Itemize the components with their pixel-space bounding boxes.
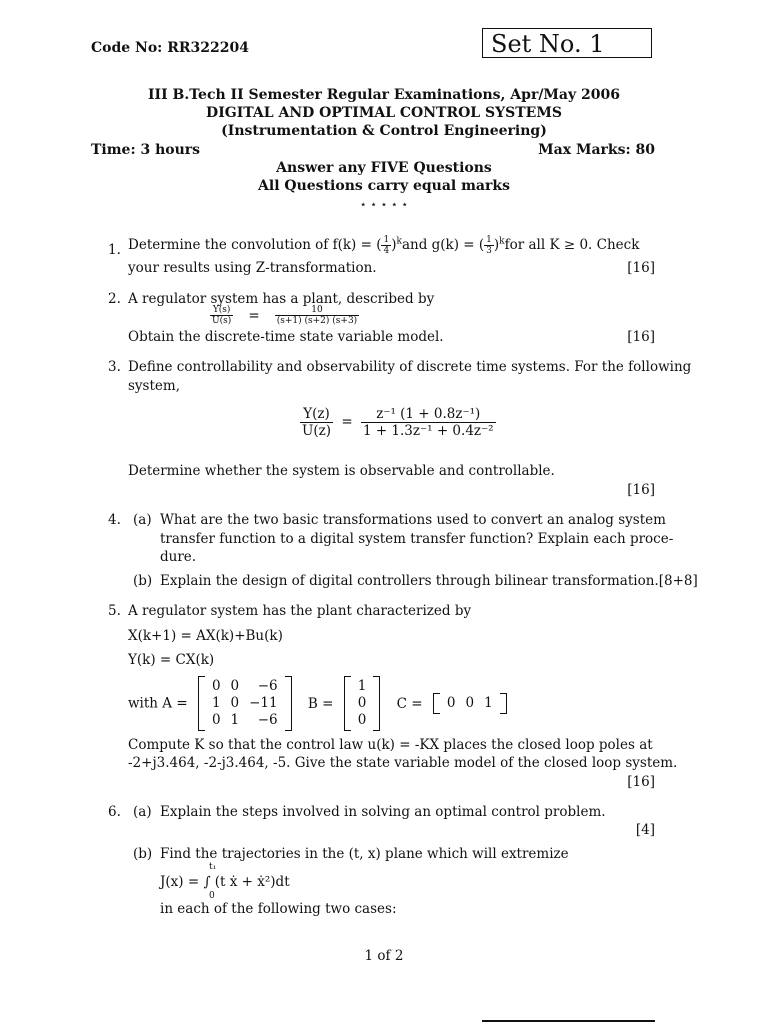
q5-number: 5. xyxy=(108,603,121,619)
q5-line3: -2+j3.464, -2-j3.464, -5. Give the state variable model of the closed loop system. xyxy=(128,755,678,771)
matrix-a-cell: −6 xyxy=(257,678,278,694)
q1-marks: [16] xyxy=(627,260,655,276)
matrix-a-cell: 0 xyxy=(230,695,240,711)
q3-transfer-function xyxy=(300,406,496,439)
matrix-c-cell: 0 xyxy=(465,695,475,711)
set-number-box: Set No. 1 xyxy=(482,28,652,58)
q5-output-eq: Y(k) = CX(k) xyxy=(128,652,215,668)
q1-number: 1. xyxy=(108,242,121,258)
matrix-a-cell: 1 xyxy=(211,695,221,711)
max-marks-label: Max Marks: 80 xyxy=(538,142,655,158)
q2-rhs-frac: $\frac{10}{(s+1) (s+2) (s+3)}$ xyxy=(276,305,358,326)
q1-sup1: k xyxy=(396,236,402,247)
q6-number: 6. xyxy=(108,804,121,820)
q3-line2: system, xyxy=(128,378,180,394)
q5-marks: [16] xyxy=(627,774,655,790)
q1-frac1: $\frac{1}{4}$ xyxy=(383,235,390,256)
instruction-five: Answer any FIVE Questions xyxy=(276,160,492,176)
q5-matrices xyxy=(128,676,507,731)
q1-frac2: $\frac{1}{3}$ xyxy=(486,235,492,256)
q3-line1: Define controllability and observability of discrete time systems. For the following xyxy=(128,359,692,375)
q5-with-a-label: with A = xyxy=(128,695,188,712)
q3-marks: [16] xyxy=(627,482,655,498)
matrix-b-cell: 1 xyxy=(357,678,367,694)
matrix-a-cell: 0 xyxy=(230,678,240,694)
matrix-b-cell: 0 xyxy=(357,712,367,728)
q1-text-b: ) xyxy=(391,237,397,253)
matrix-c-cell: 0 xyxy=(446,695,456,711)
q3-number: 3. xyxy=(108,359,121,375)
q1-line1 xyxy=(128,235,639,256)
branch-title: (Instrumentation & Control Engineering) xyxy=(221,123,547,139)
q1-text-a: Determine the convolution of f(k) = ( xyxy=(128,237,382,253)
matrix-a xyxy=(198,676,292,731)
q1-text-d: ) xyxy=(493,237,500,253)
q2-line2: Obtain the discrete-time state variable model. xyxy=(128,329,444,345)
instruction-equal: All Questions carry equal marks xyxy=(258,178,510,194)
q6-functional: J(x) = ∫ (t ẋ + ẋ²)dt xyxy=(160,874,290,890)
q3-line3: Determine whether the system is observable and controllable. xyxy=(128,463,555,479)
q2-line1: A regulator system has a plant, described by xyxy=(128,291,435,307)
matrix-c-cell: 1 xyxy=(484,695,493,711)
page-number: 1 of 2 xyxy=(364,948,404,964)
q6a-marks: [4] xyxy=(635,822,655,838)
q4b-line1: Explain the design of digital controllers through bilinear transformation.[8+8] xyxy=(160,573,698,589)
q4a-line3: dure. xyxy=(160,549,197,565)
q4b-label: (b) xyxy=(133,573,153,589)
q6b-line2: in each of the following two cases: xyxy=(160,901,397,917)
q3-rhs-frac: $\frac{\text{z⁻¹ (1 + 0.8z⁻¹)}}{\text{1 + 1.3z⁻¹ + 0.4z⁻²}}$ xyxy=(362,406,494,439)
q4a-label: (a) xyxy=(133,512,152,528)
q4a-line1: What are the two basic transformations used to convert an analog system xyxy=(160,512,666,528)
q3-lhs-frac: $\frac{Y(z)}{U(z)}$ xyxy=(302,406,332,439)
q2-lhs-frac: $\frac{Y(s)}{U(s)}$ xyxy=(212,305,232,326)
q2-equals: = xyxy=(248,308,260,324)
matrix-a-cell: −6 xyxy=(257,712,278,728)
matrix-a-cell: 0 xyxy=(211,712,221,728)
q6a-label: (a) xyxy=(133,804,152,820)
q2-transfer-function xyxy=(210,305,359,326)
q4a-line2: transfer function to a digital system transfer function? Explain each proce- xyxy=(160,531,674,547)
q6b-line1: Find the trajectories in the (t, x) plane which will extremize xyxy=(160,846,569,862)
stars-divider: ⋆ ⋆ ⋆ ⋆ ⋆ xyxy=(359,198,409,211)
exam-title: III B.Tech II Semester Regular Examinations, Apr/May 2006 xyxy=(148,87,620,103)
q5-state-eq: X(k+1) = AX(k)+Bu(k) xyxy=(128,628,283,644)
q6b-label: (b) xyxy=(133,846,153,862)
matrix-b xyxy=(344,676,381,731)
time-label: Time: 3 hours xyxy=(91,142,201,158)
q2-marks: [16] xyxy=(627,329,655,345)
footer-rule xyxy=(482,1020,655,1022)
q6-integral-lower: 0 xyxy=(209,891,215,901)
q1-sup2: k xyxy=(499,236,505,247)
q1-line2: your results using Z-transformation. xyxy=(128,260,377,276)
q5-c-label: C = xyxy=(396,695,423,712)
q1-text-c: and g(k) = ( xyxy=(401,237,485,253)
q2-number: 2. xyxy=(108,291,121,307)
matrix-a-cell: −11 xyxy=(249,695,278,711)
q5-b-label: B = xyxy=(307,695,334,712)
q5-line2: Compute K so that the control law u(k) = -KX places the closed loop poles at xyxy=(128,737,653,753)
matrix-a-cell: 1 xyxy=(230,712,240,728)
q1-text-e: for all K ≥ 0. Check xyxy=(504,237,640,253)
q6a-line1: Explain the steps involved in solving an optimal control problem. xyxy=(160,804,606,820)
q3-equals: = xyxy=(341,414,353,430)
matrix-a-cell: 0 xyxy=(211,678,221,694)
matrix-c xyxy=(433,693,507,714)
code-number: Code No: RR322204 xyxy=(91,40,249,56)
q4-number: 4. xyxy=(108,512,121,528)
q5-line1: A regulator system has the plant characterized by xyxy=(128,603,472,619)
matrix-b-cell: 0 xyxy=(357,695,367,711)
q6-integral-upper: t₁ xyxy=(209,862,217,872)
subject-title: DIGITAL AND OPTIMAL CONTROL SYSTEMS xyxy=(206,105,562,121)
